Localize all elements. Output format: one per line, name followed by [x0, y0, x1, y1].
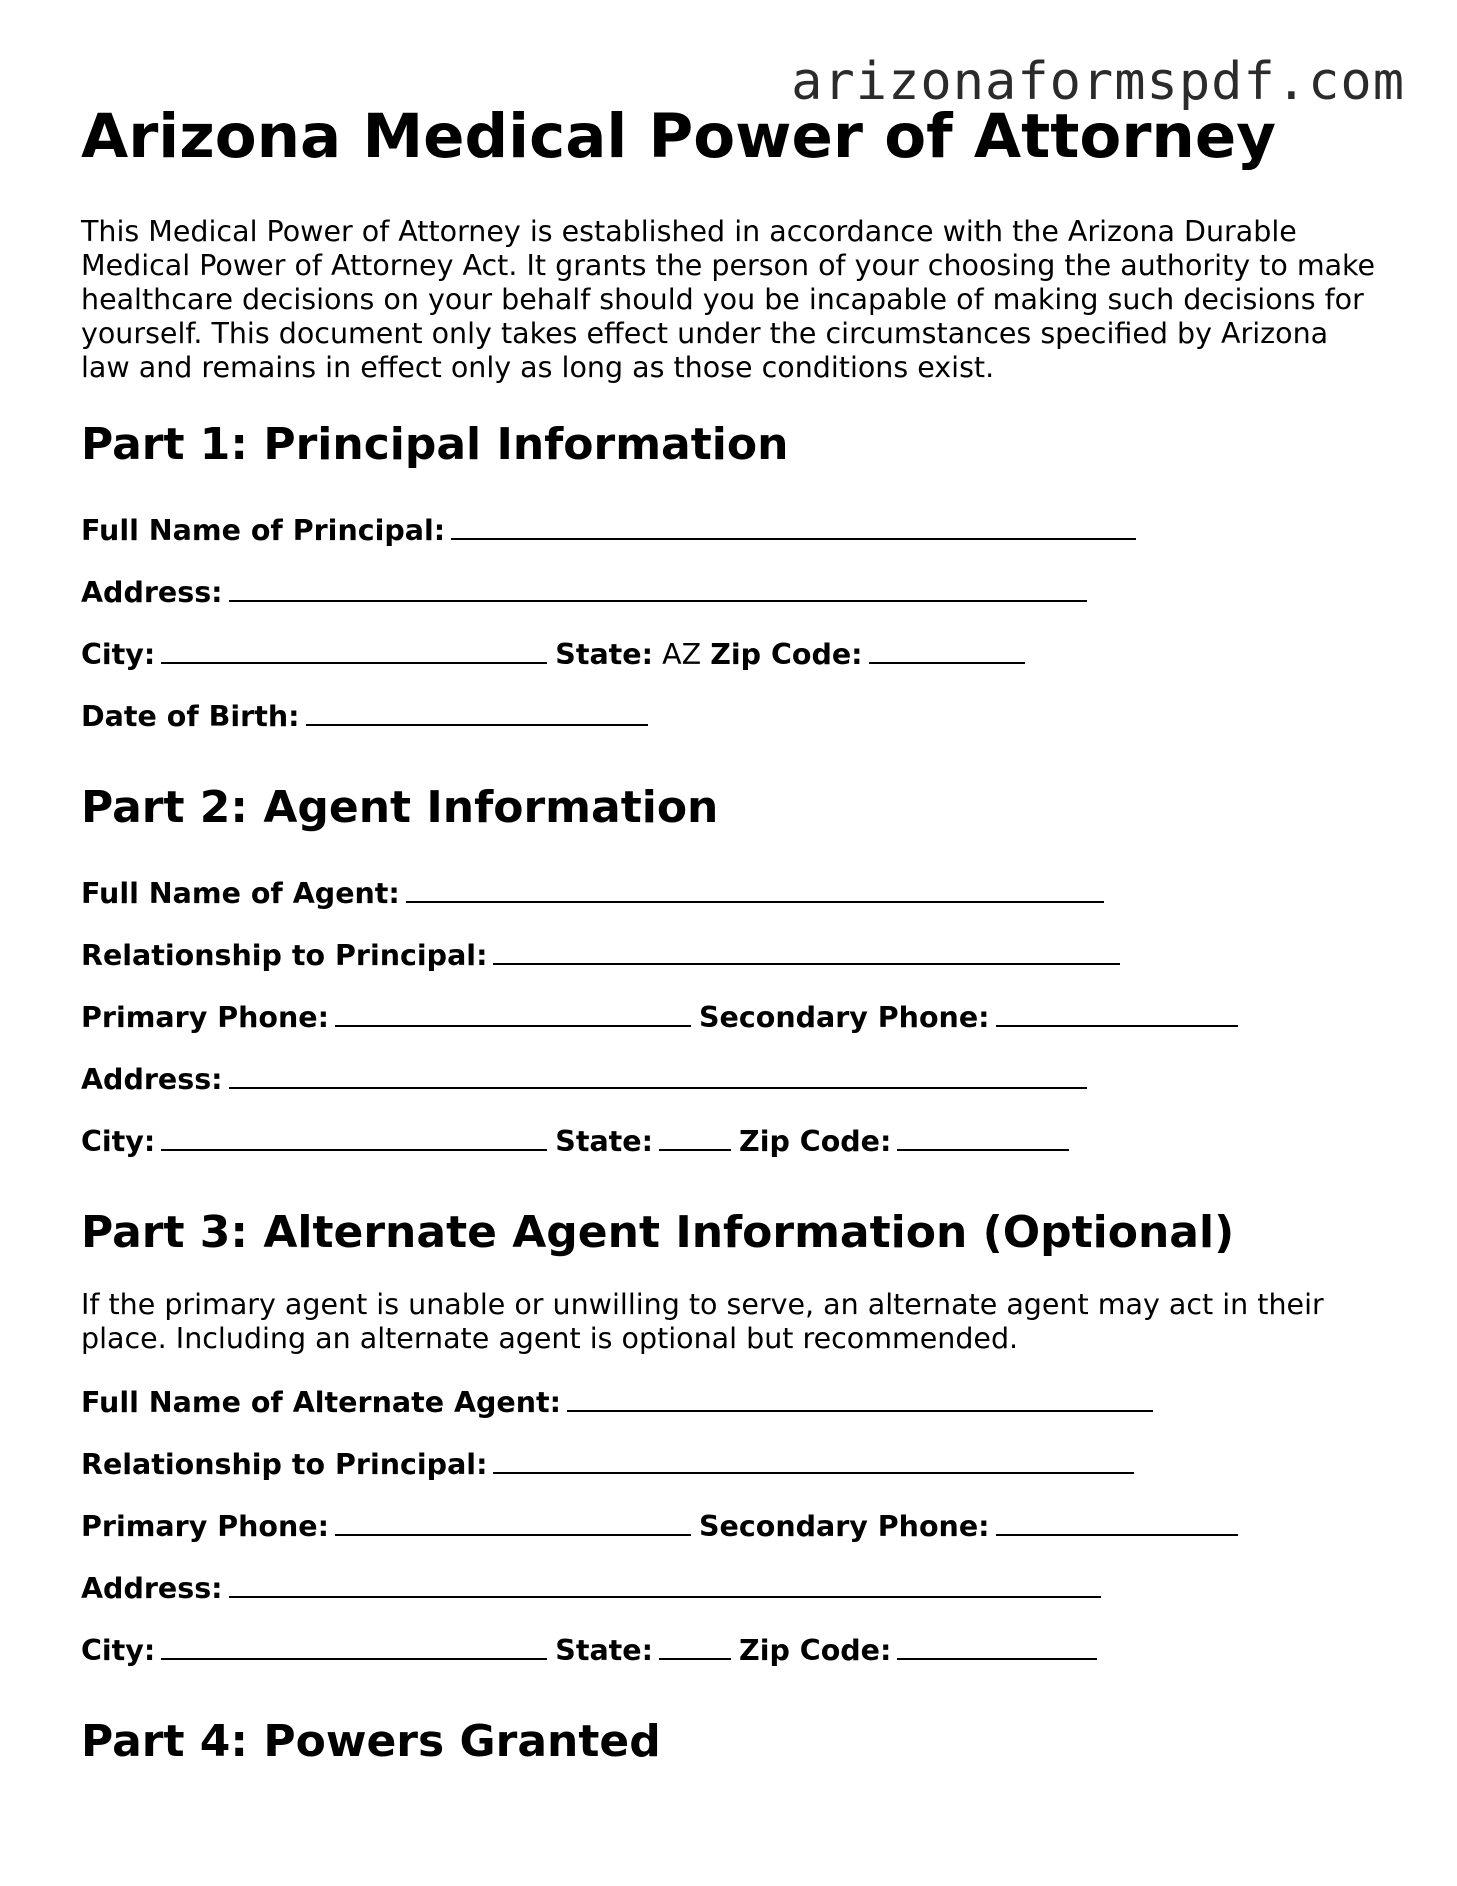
agent-zip-field[interactable] [897, 1125, 1069, 1151]
principal-zip-field[interactable] [869, 638, 1025, 664]
agent-address-field[interactable] [229, 1063, 1087, 1089]
principal-dob-field[interactable] [306, 700, 648, 726]
agent-state-field[interactable] [659, 1125, 731, 1151]
principal-zip-label: Zip Code: [710, 637, 863, 671]
alt-agent-relationship-row [81, 1434, 1381, 1496]
alt-agent-name-row [81, 1372, 1381, 1434]
principal-address-row [81, 562, 1381, 624]
alt-agent-city-field[interactable] [161, 1634, 547, 1660]
alt-agent-address-field[interactable] [229, 1572, 1101, 1598]
agent-primary-phone-field[interactable] [335, 1001, 691, 1027]
agent-city-field[interactable] [161, 1125, 547, 1151]
agent-secondary-phone-label: Secondary Phone: [698, 1000, 990, 1034]
principal-name-field[interactable] [451, 514, 1136, 540]
agent-relationship-row [81, 925, 1381, 987]
alt-agent-address-row [81, 1558, 1381, 1620]
alt-agent-relationship-label: Relationship to Principal: [81, 1447, 488, 1481]
principal-city-label: City: [81, 637, 156, 671]
part3-heading: Part 3: Alternate Agent Information (Optional) [81, 1206, 1235, 1258]
principal-address-label: Address: [81, 575, 223, 609]
agent-name-label: Full Name of Agent: [81, 876, 400, 910]
alt-agent-state-field[interactable] [659, 1634, 731, 1660]
intro-paragraph: This Medical Power of Attorney is established in accordance with the Arizona Durable Medical Power of Attorney Act. It grants the person of your choosing the authority to make healthcare decisions on your behalf should you be incapable of making such decisions for yourself. This document only takes effect under the circumstances specified by Arizona law and remains in effect only as long as those conditions exist. [81, 215, 1376, 385]
alt-agent-city-label: City: [81, 1633, 156, 1667]
alt-agent-zip-label: Zip Code: [739, 1633, 892, 1667]
principal-city-field[interactable] [161, 638, 547, 664]
agent-secondary-phone-field[interactable] [996, 1001, 1238, 1027]
principal-dob-label: Date of Birth: [81, 699, 300, 733]
alt-agent-primary-phone-label: Primary Phone: [81, 1509, 329, 1543]
agent-name-row [81, 863, 1381, 925]
principal-address-field[interactable] [229, 576, 1087, 602]
agent-address-label: Address: [81, 1062, 223, 1096]
alt-agent-name-field[interactable] [567, 1386, 1153, 1412]
alt-agent-address-label: Address: [81, 1571, 223, 1605]
agent-state-label: State: [555, 1124, 654, 1158]
part3-note: If the primary agent is unable or unwilling to serve, an alternate agent may act in their place. Including an alternate agent is optional but recommended. [81, 1287, 1324, 1355]
alt-agent-relationship-field[interactable] [493, 1448, 1134, 1474]
principal-state-value: AZ [662, 637, 702, 671]
alt-agent-secondary-phone-label: Secondary Phone: [698, 1509, 990, 1543]
agent-phone-row [81, 987, 1381, 1049]
alt-agent-state-label: State: [555, 1633, 654, 1667]
alt-agent-primary-phone-field[interactable] [335, 1510, 691, 1536]
alt-agent-secondary-phone-field[interactable] [996, 1510, 1238, 1536]
watermark: arizonaformspdf.com [791, 52, 1405, 112]
agent-zip-label: Zip Code: [739, 1124, 892, 1158]
part2-heading: Part 2: Agent Information [81, 781, 719, 833]
agent-relationship-field[interactable] [493, 939, 1120, 965]
part4-heading: Part 4: Powers Granted [81, 1715, 661, 1767]
document-body [81, 100, 1381, 1796]
alt-agent-zip-field[interactable] [897, 1634, 1097, 1660]
principal-city-row [81, 624, 1381, 686]
alt-agent-name-label: Full Name of Alternate Agent: [81, 1385, 562, 1419]
principal-state-label: State: [555, 637, 654, 671]
part1-heading: Part 1: Principal Information [81, 419, 789, 471]
principal-dob-row [81, 686, 1381, 748]
agent-city-label: City: [81, 1124, 156, 1158]
agent-primary-phone-label: Primary Phone: [81, 1000, 329, 1034]
alt-agent-phone-row [81, 1496, 1381, 1558]
agent-relationship-label: Relationship to Principal: [81, 938, 488, 972]
document-title: Arizona Medical Power of Attorney [81, 101, 1276, 172]
agent-address-row [81, 1049, 1381, 1111]
alt-agent-city-row [81, 1620, 1381, 1682]
agent-city-row [81, 1111, 1381, 1173]
principal-name-label: Full Name of Principal: [81, 513, 446, 547]
agent-name-field[interactable] [406, 877, 1104, 903]
principal-name-row [81, 500, 1381, 562]
